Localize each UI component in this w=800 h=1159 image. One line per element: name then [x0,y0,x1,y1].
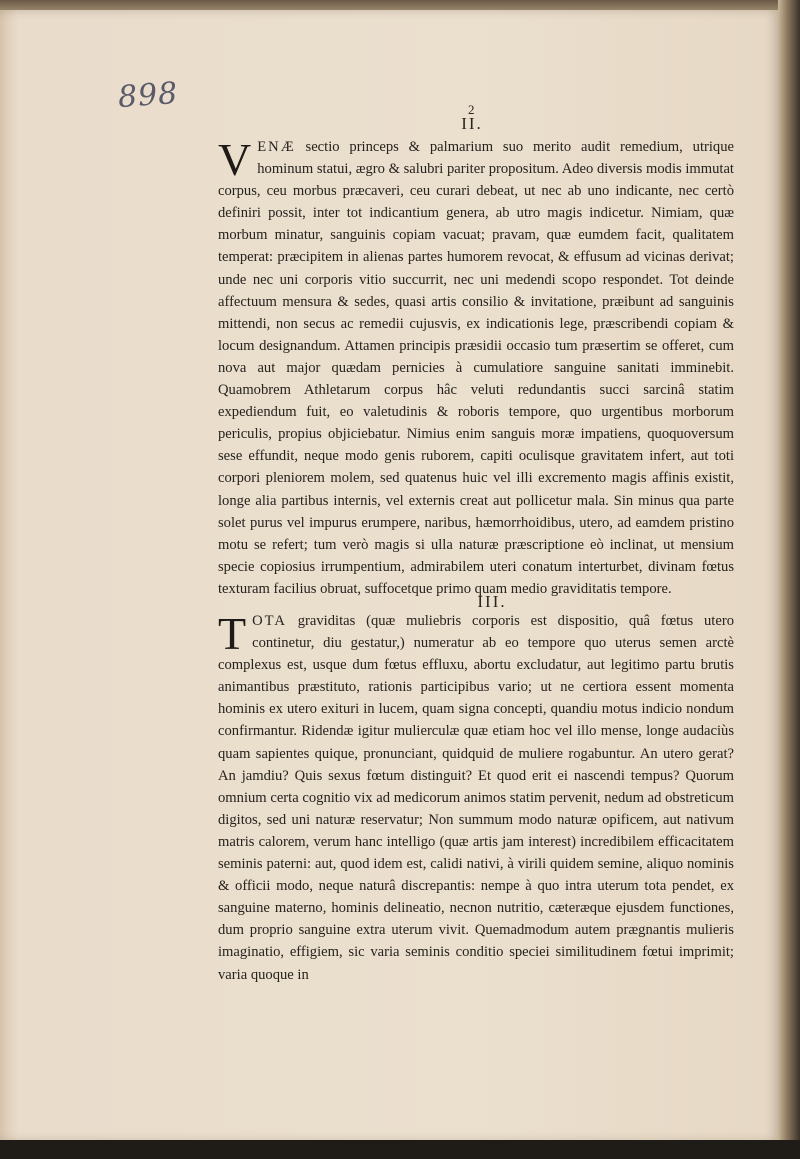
section-ii-lead: ENÆ [257,139,296,155]
section-ii-text [218,136,734,600]
dropcap-v: V [218,134,252,185]
section-iii-lead: OTA [252,613,287,629]
section-iii-text [218,610,734,986]
book-bottom-edge [0,1140,800,1159]
section-iii-body: graviditas (quæ muliebris corporis est dispositio, quâ fœtus utero continetur, diu gestatur,) numeratur ab eo tempore quo uterus semen arctè complexus est, usque dum fœtus effluxu, abortu excludatur, aut legitimo partu brutis animantibus præstituto, rationis participibus vario; ut ne certiora essent momenta hominis ex utero exituri in lucem, quam signa concepti, quandiu motus indicio nondum confirmantur. Ridendæ igitur mulierculæ quæ etiam hoc vel illo mense, longe audaciùs quam sapientes quique, pronunciant, quidquid de muliere rogabuntur. An utero gerat? An jamdiu? Quis sexus fœtum distinguit? Et quod erit ei nascendi tempus? Quorum omnium certa cognitio vix ad medicorum animos statim pervenit, nedum ad obstreticum digitos, sed uni naturæ reservatur; Non summum modo naturæ opificem, aut nativum matris calorem, verum hanc intelligo (quæ artis jam interest) incredibilem efficacitatem seminis paterni: aut, quod idem est, calidi nativi, à virili quidem semine, aliquo nominis & officii modo, neque naturâ discrepantis: nempe à quo intra uterum tota pendet, ex sanguine materno, hominis delineatio, necnon nutritio, cæteræque ejusdem functiones, dum proprio sanguine extra uterum vivit. Quemadmodum autem prægnantis mulieris imaginatio, effigiem, sic varia seminis conditio speciei similitudinem fœtui imprimit; varia quoque in [218,613,734,983]
section-ii-body: sectio princeps & palmarium suo merito audit remedium, utrique hominum statui, ægro & salubri pariter propositum. Adeo diversis modis immutat corpus, ceu morbus præcaveri, ceu curari debeat, ut nec ab uno indicante, nec certò definiri possit, inter tot indicantium genera, ab utro magis indicetur. Nimiam, quæ morbum minatur, sanguinis copiam vacuat; pravam, quæ eumdem facit, qualitatem temperat: præcipitem in alienas partes humorem revocat, & effusum ad vicinas derivat; unde nec uni corporis vitio succurrit, nec uni medendi scopo respondet. Tot deinde affectuum mensura & sedes, quasi artis consilio & invitatione, præibunt ad sanguinis mittendi, non secus ac remedii cujusvis, ex indicationis lege, præscribendi copiam & locum designandum. Attamen principis præsidii occasio tum præsertim se offeret, cum nova aut major quædam pernicies à cumulatiore sanguine sanitati imminebit. Quamobrem Athletarum corpus hâc veluti redundantis succi sarcinâ statim expediendum fuit, eo valetudinis & roboris tempore, quo urgentibus morborum periculis, propius objiciebatur. Nimius enim sanguis moræ impatiens, quoquoversum sese effundit, neque modo genis ruborem, capiti oculisque gravitatem infert, aut toti corpori pleniorem molem, sed quatenus huic vel illi excremento magis affinis existit, longe alia partibus internis, vel externis creat aut pollicetur mala. Sin minus qua parte solet purus vel impurus erumpere, naribus, hæmorrhoidibus, utero, ad eamdem pristino motu se refert; tum verò magis si ulla naturæ præscriptione eò inclinat, ut mensium specie copiosius irrumpentium, admirabilem uteri conatum interturbet, divinam fœtus texturam facilius obruat, suffocetque primo quam medio graviditatis tempore. [218,139,734,597]
dropcap-t: T [218,608,247,659]
book-spine-edge [778,0,800,1159]
signature-mark: 2 [468,102,475,117]
handwritten-folio-number: 898 [116,75,180,116]
section-heading-ii: II. [461,114,483,133]
book-page [0,10,780,1142]
section-heading-iii: III. [477,592,507,611]
